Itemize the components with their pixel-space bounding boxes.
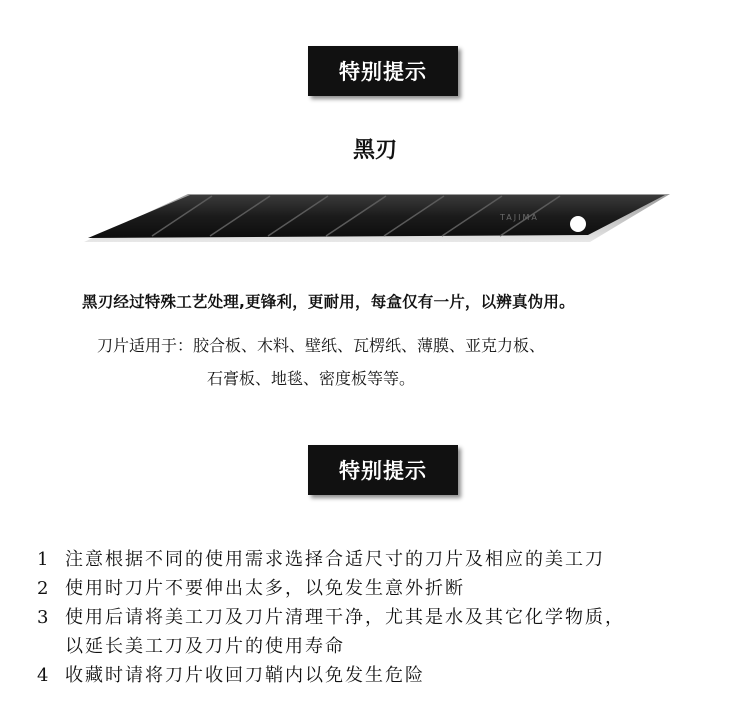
note-text: 注意根据不同的使用需求选择合适尺寸的刀片及相应的美工刀	[65, 549, 605, 570]
uses-line-2: 石膏板、地毯、密度板等等。	[207, 369, 416, 388]
note-number: 4	[37, 665, 51, 686]
blade-headline: 黑刃经过特殊工艺处理,更锋利，更耐用，每盒仅有一片，以辨真伪用。	[82, 293, 575, 311]
note-number: 3	[37, 607, 51, 628]
note-text: 收藏时请将刀片收回刀鞘内以免发生危险	[65, 665, 425, 686]
note-item	[37, 661, 747, 690]
notes-list	[37, 545, 747, 690]
black-blade-image	[80, 186, 670, 246]
svg-text:TAJIMA: TAJIMA	[500, 213, 539, 222]
note-number: 2	[37, 578, 51, 599]
note-item	[37, 603, 747, 661]
special-notice-badge-top: 特别提示	[308, 46, 458, 96]
note-text: 使用后请将美工刀及刀片清理干净，尤其是水及其它化学物质，	[65, 607, 625, 628]
note-text-continued: 以延长美工刀及刀片的使用寿命	[65, 636, 345, 657]
special-notice-badge-bottom: 特别提示	[308, 445, 458, 495]
note-item	[37, 574, 747, 603]
note-number: 1	[37, 549, 51, 570]
note-text: 使用时刀片不要伸出太多，以免发生意外折断	[65, 578, 465, 599]
blade-title: 黑刃	[352, 138, 397, 163]
note-item	[37, 545, 747, 574]
uses-line-1: 刀片适用于：胶合板、木料、壁纸、瓦楞纸、薄膜、亚克力板、	[97, 336, 546, 355]
